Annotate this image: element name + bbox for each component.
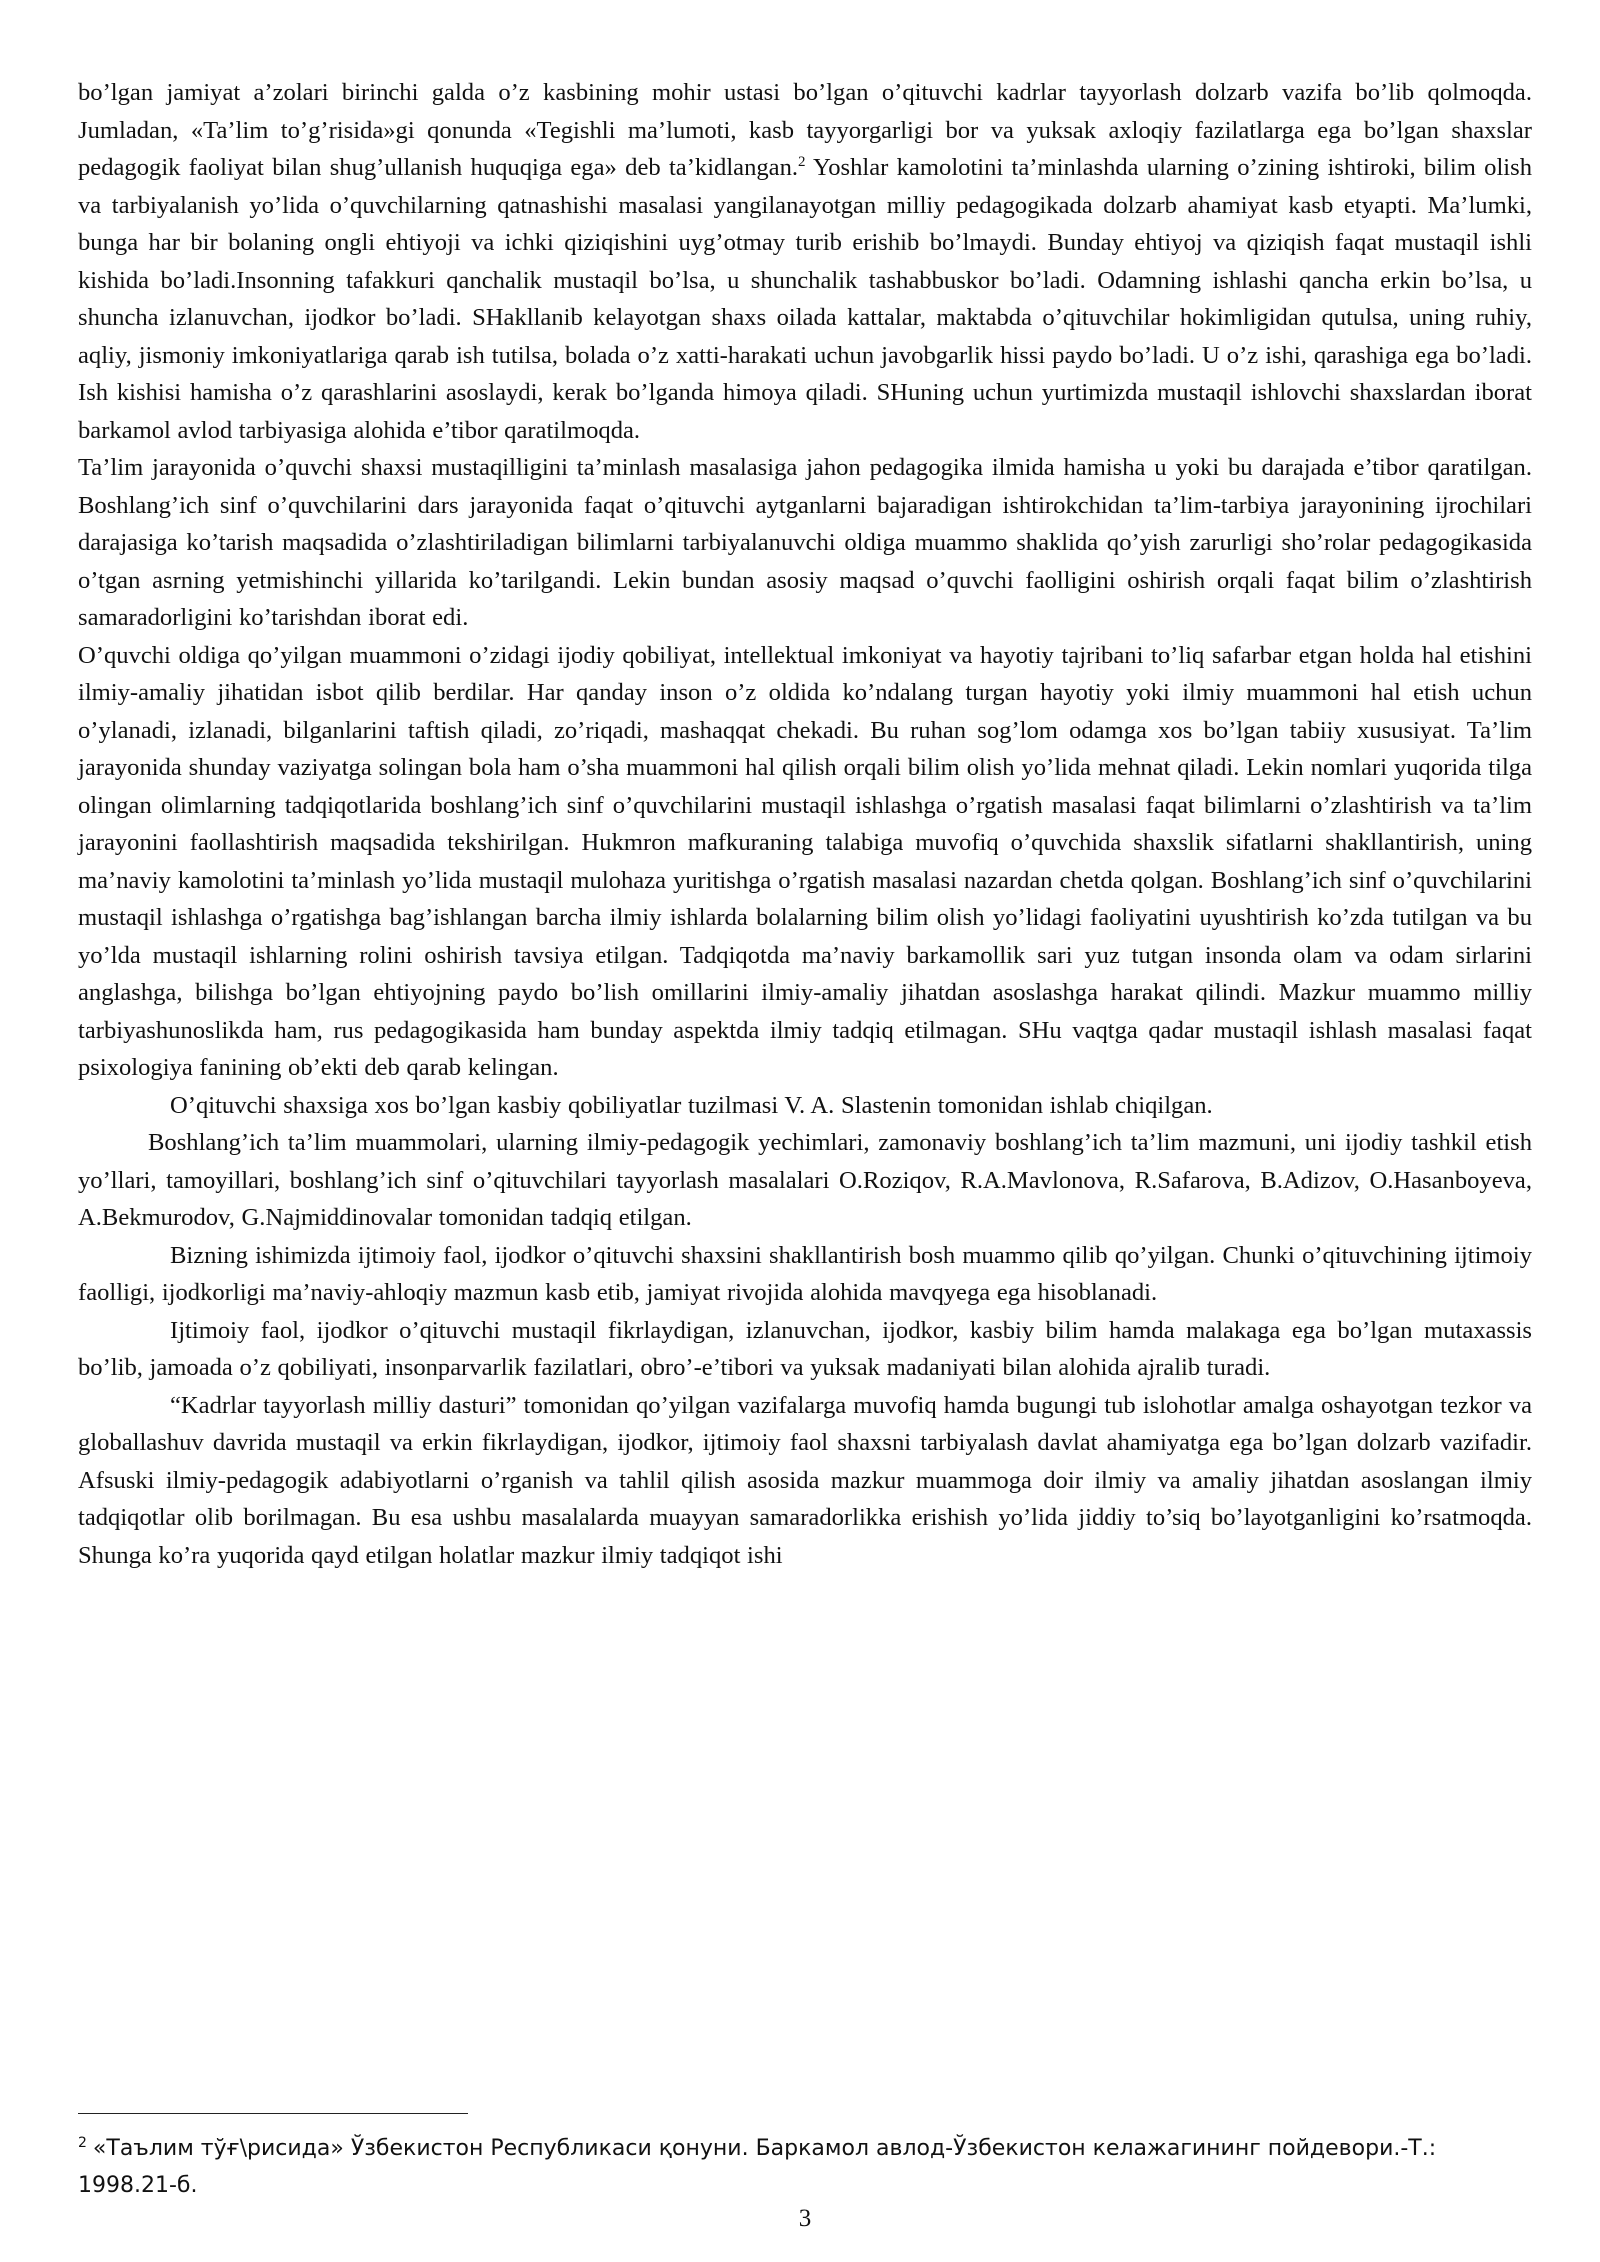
page-number: 3 [798,2205,812,2232]
paragraph-2: Ta’lim jarayonida o’quvchi shaxsi mustaqilligini ta’minlash masalasiga jahon pedagogika ilmida hamisha u yoki bu darajada e’tibor qaratilgan. Boshlang’ich sinf o’quvchilarini dars jarayonida faqat o’qituvchi aytganlarni bajaradigan ishtirokchidan ta’lim-tarbiya jarayonining ijrochilari darajasiga ko’tarish maqsadida o’zlashtiriladigan bilimlarni tarbiyalanuvchi oldiga muammo shaklida qo’yish zarurligi sho’rolar pedagogikasida o’tgan asrning yetmishinchi yillarida ko’tarilgandi. Lekin bundan asosiy maqsad o’quvchi faolligini oshirish orqali faqat bilim o’zlashtirish samaradorligini ko’tarishdan iborat edi. [78,454,1532,631]
paragraph-1-text-continued: Yoshlar kamolotini ta’minlashda ularning o’zining ishtiroki, bilim olish va tarbiyalanish yo’lida o’quvchilarning qatnashishi masalasi yangilanayotgan milliy pedagogikada dolzarb ahamiyat kasb etyapti. Ma’lumki, bunga har bir bolaning ongli ehtiyoji va ichki qiziqishini uyg’otmay turib erishib bo’lmaydi. Bunday ehtiyoj va qiziqish faqat mustaqil ishli kishida bo’ladi.Insonning tafakkuri qanchalik mustaqil bo’lsa, u shunchalik tashabbuskor bo’ladi. Odamning ishlashi qancha erkin bo’lsa, u shuncha izlanuvchan, ijodkor bo’ladi. SHakllanib kelayotgan shaxs oilada kattalar, maktabda o’qituvchilar hokimligidan qutulsa, uning ruhiy, aqliy, jismoniy imkoniyatlariga qarab ish tutilsa, bolada o’z xatti-harakati uchun javobgarlik hissi paydo bo’ladi. U o’z ishi, qarashiga ega bo’ladi. Ish kishisi hamisha o’z qarashlarini asoslaydi, kerak bo’lganda himoya qiladi. SHuning uchun yurtimizda mustaqil ishlovchi shaxslardan iborat barkamol avlod tarbiyasiga alohida e’tibor qaratilmoqda. [78,154,1532,444]
footnote-mark: 2 [78,2134,87,2151]
paragraph-1-text: bo’lgan jamiyat a’zolari birinchi galda o’z kasbining mohir ustasi bo’lgan o’qituvchi kadrlar tayyorlash dolzarb vazifa bo’lib qolmoqda. Jumladan, «Ta’lim to’g’risida»gi qonunda «Tegishli ma’lumoti, kasb tayyorgarligi bor va yuksak axloqiy fazilatlarga ega bo’lgan shaxslar pedagogik faoliyat bilan shug’ullanish huquqiga ega» deb ta’kidlangan. [78,79,1532,181]
footnote-reference[interactable]: 2 [798,153,806,170]
footnote-separator [78,2113,468,2114]
paragraph-4: O’qituvchi shaxsiga xos bo’lgan kasbiy qobiliyatlar tuzilmasi V. A. Slastenin tomonidan ishlab chiqilgan. [170,1091,1213,1119]
footnote [78,2130,1532,2204]
paragraph-6: Bizning ishimizda ijtimoiy faol, ijodkor o’qituvchi shaxsini shakllantirish bosh muammo qilib qo’yilgan. Chunki o’qituvchining ijtimoiy faolligi, ijodkorligi ma’naviy-ahloqiy mazmun kasb etib, jamiyat rivojida alohida mavqyega ega hisoblanadi. [78,1241,1532,1306]
paragraph-8: “Kadrlar tayyorlash milliy dasturi” tomonidan qo’yilgan vazifalarga muvofiq hamda bugungi tub islohotlar amalga oshayotgan tezkor va globallashuv davrida mustaqil va erkin fikrlaydigan, ijodkor, ijtimoiy faol shaxsni tarbiyalash davlat ahamiyatga ega bo’lgan dolzarb vazifadir. Afsuski ilmiy-pedagogik adabiyotlarni o’rganish va tahlil qilish asosida mazkur muammoga doir ilmiy va amaliy jihatdan asoslangan ilmiy tadqiqotlar olib borilmagan. Bu esa ushbu masalalarda muayyan samaradorlikka erishish yo’lida jiddiy to’siq bo’layotganligini ko’rsatmoqda. Shunga ko’ra yuqorida qayd etilgan holatlar mazkur ilmiy tadqiqot ishi [78,1391,1532,1569]
paragraph-1 [78,74,1532,449]
paragraph-7: Ijtimoiy faol, ijodkor o’qituvchi mustaqil fikrlaydigan, izlanuvchan, ijodkor, kasbiy bilim hamda malakaga ega bo’lgan mutaxassis bo’lib, jamoada o’z qobiliyati, insonparvarlik fazilatlari, obro’-e’tibori va yuksak madaniyati bilan alohida ajralib turadi. [78,1316,1532,1381]
paragraph-5: Boshlang’ich ta’lim muammolari, ularning ilmiy-pedagogik yechimlari, zamonaviy boshlang’ich ta’lim mazmuni, uni ijodiy tashkil etish yo’llari, tamoyillari, boshlang’ich sinf o’qituvchilari tayyorlash masalalari O.Roziqov, R.A.Mavlonova, R.Safarova, B.Adizov, O.Hasanboyeva, A.Bekmurodov, G.Najmiddinovalar tomonidan tadqiq etilgan. [78,1129,1532,1231]
paragraph-3: O’quvchi oldiga qo’yilgan muammoni o’zidagi ijodiy qobiliyat, intellektual imkoniyat va hayotiy tajribani to’liq safarbar etgan holda hal etishini ilmiy-amaliy jihatidan isbot qilib berdilar. Har qanday inson o’z oldida ko’ndalang turgan hayotiy yoki ilmiy muammoni hal etish uchun o’ylanadi, izlanadi, bilganlarini taftish qiladi, zo’riqadi, mashaqqat chekadi. Bu ruhan sog’lom odamga xos bo’lgan tabiiy xususiyat. Ta’lim jarayonida shunday vaziyatga solingan bola ham o’sha muammoni hal qilish orqali bilim olish yo’lida mehnat qiladi. Lekin nomlari yuqorida tilga olingan olimlarning tadqiqotlarida boshlang’ich sinf o’quvchilarini mustaqil ishlashga o’rgatish masalasi faqat bilimlarni o’zlashtirish va ta’lim jarayonini faollashtirish maqsadida tekshirilgan. Hukmron mafkuraning talabiga muvofiq o’quvchida shaxslik sifatlarni shakllantirish, uning ma’naviy kamolotini ta’minlash yo’lida mustaqil mulohaza yuritishga o’rgatish masalasi nazardan chetda qolgan. Boshlang’ich sinf o’quvchilarini mustaqil ishlashga o’rgatishga bag’ishlangan barcha ilmiy ishlarda bolalarning bilim olish yo’lidagi faoliyatini uyushtirish ko’zda tutilgan va bu yo’lda mustaqil ishlarning rolini oshirish tavsiya etilgan. Tadqiqotda ma’naviy barkamollik sari yuz tutgan insonda olam va odam sirlarini anglashga, bilishga bo’lgan ehtiyojning paydo bo’lish omillarini ilmiy-amaliy jihatdan asoslashga harakat qilindi. Mazkur muammo milliy tarbiyashunoslikda ham, rus pedagogikasida ham bunday aspektda ilmiy tadqiq etilmagan. SHu vaqtga qadar mustaqil ishlash masalasi faqat psixologiya fanining ob’ekti deb qarab kelingan. [78,641,1532,1081]
footnote-text: «Таълим тўғ\рисида» Ўзбекистон Республикаси қонуни. Баркамол авлод-Ўзбекистон келажагининг пойдевори.-Т.: 1998.21-б. [78,2136,1437,2198]
page-body [78,74,1532,1574]
